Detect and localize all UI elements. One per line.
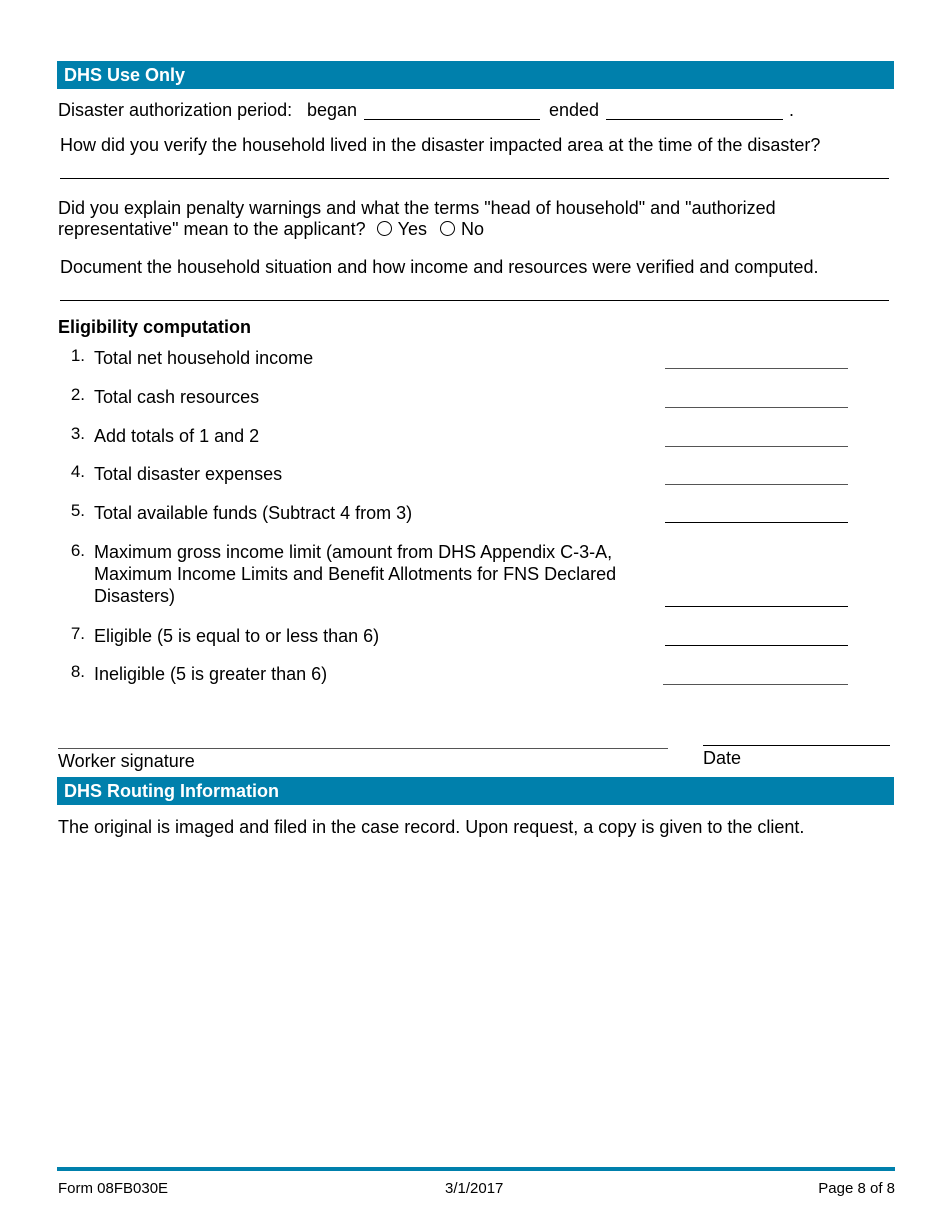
item-5-text: Total available funds (Subtract 4 from 3) <box>94 503 413 523</box>
yes-label: Yes <box>397 219 427 239</box>
began-label: began <box>307 100 358 120</box>
item-1-text: Total net household income <box>94 348 314 368</box>
began-date-field[interactable] <box>364 119 540 120</box>
document-prompt: Document the household situation and how income and resources were verified and computed. <box>60 257 819 277</box>
footer-rule <box>57 1167 895 1171</box>
item-2-text: Total cash resources <box>94 387 260 407</box>
item-4-number: 4. <box>70 462 85 481</box>
ended-label: ended <box>549 100 600 120</box>
item-6-field[interactable] <box>665 606 848 607</box>
item-8-number: 8. <box>70 662 85 681</box>
routing-text: The original is imaged and filed in the case record. Upon request, a copy is given to the client. <box>58 817 805 837</box>
item-8-text: Ineligible (5 is greater than 6) <box>94 664 328 684</box>
item-4-text: Total disaster expenses <box>94 464 283 484</box>
item-3-field[interactable] <box>665 446 848 447</box>
document-answer-field[interactable] <box>60 300 889 301</box>
footer-page-number: Page 8 of 8 <box>818 1180 895 1197</box>
date-label: Date <box>703 748 742 768</box>
verify-answer-field[interactable] <box>60 178 889 179</box>
dhs-routing-header: DHS Routing Information <box>57 777 894 805</box>
item-5-field[interactable] <box>665 522 848 523</box>
item-3-number: 3. <box>70 424 85 443</box>
penalty-question-line2-text: representative" mean to the applicant? <box>58 219 366 239</box>
item-3-text: Add totals of 1 and 2 <box>94 426 260 446</box>
verify-question: How did you verify the household lived in the disaster impacted area at the time of the disaster? <box>60 135 821 155</box>
footer-date: 3/1/2017 <box>445 1180 504 1197</box>
worker-signature-field[interactable] <box>58 748 668 749</box>
penalty-question-line1: Did you explain penalty warnings and what the terms "head of household" and "authorized <box>58 198 776 218</box>
footer-form-id: Form 08FB030E <box>58 1180 169 1197</box>
item-1-number: 1. <box>70 346 85 365</box>
dhs-use-only-header: DHS Use Only <box>57 61 894 89</box>
ended-date-field[interactable] <box>606 119 783 120</box>
eligibility-heading: Eligibility computation <box>58 317 251 337</box>
item-8-field[interactable] <box>663 684 848 685</box>
no-label: No <box>461 219 485 239</box>
worker-signature-label: Worker signature <box>58 751 195 771</box>
yes-radio[interactable] <box>377 221 392 236</box>
authorization-period-label: Disaster authorization period: <box>58 100 293 120</box>
item-6-number: 6. <box>70 541 85 560</box>
item-7-field[interactable] <box>665 645 848 646</box>
item-2-field[interactable] <box>665 407 848 408</box>
item-1-field[interactable] <box>665 368 848 369</box>
item-4-field[interactable] <box>665 484 848 485</box>
item-7-number: 7. <box>70 624 85 643</box>
penalty-question-line2 <box>58 218 484 240</box>
item-2-number: 2. <box>70 385 85 404</box>
item-6-text: Maximum gross income limit (amount from DHS Appendix C-3-A, Maximum Income Limits and Benefit Allotments for FNS Declared Disasters) <box>94 542 617 606</box>
item-5-number: 5. <box>70 501 85 520</box>
item-7-text: Eligible (5 is equal to or less than 6) <box>94 626 380 646</box>
no-radio[interactable] <box>440 221 455 236</box>
period-end-mark: . <box>789 100 795 120</box>
signature-date-field[interactable] <box>703 745 890 746</box>
